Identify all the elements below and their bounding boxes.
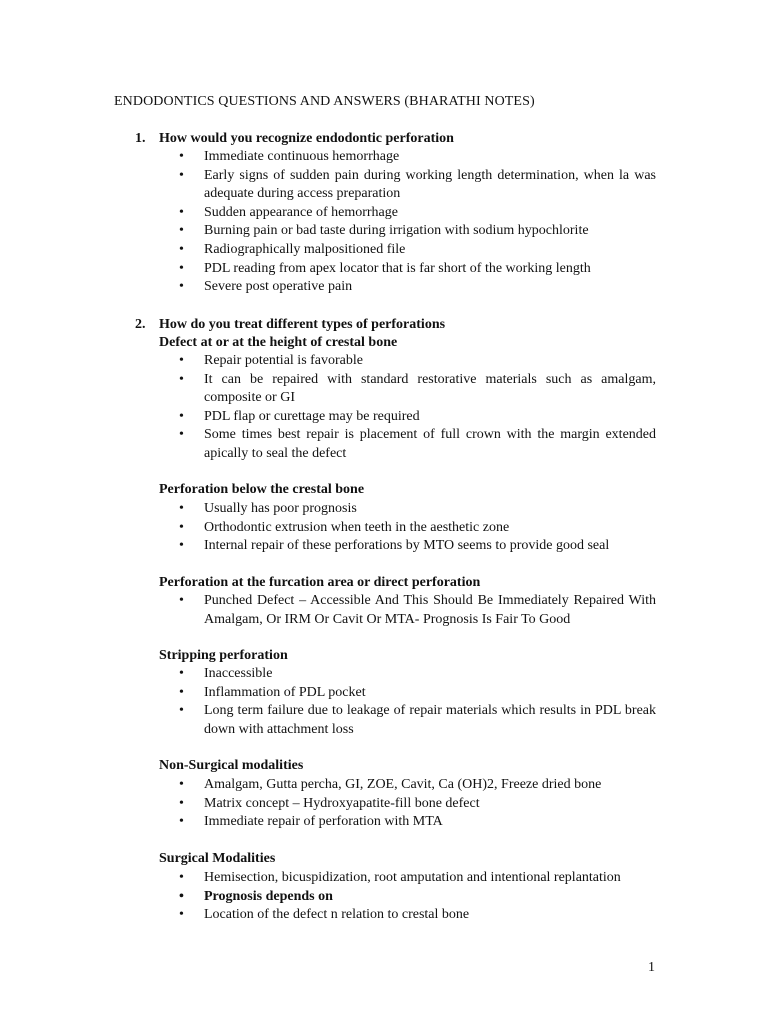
list-item: • Long term failure due to leakage of repair materials which results in PDL break down with attachment loss: [178, 702, 656, 739]
section-list-below-crestal: [178, 500, 656, 556]
question-number: 1.: [135, 131, 146, 146]
question-2-heading: [135, 317, 445, 333]
question-text: How do you treat different types of perforations: [159, 317, 446, 332]
list-item: • Inflammation of PDL pocket: [178, 684, 656, 703]
section-list-surgical: [178, 869, 656, 925]
list-item: • Amalgam, Gutta percha, GI, ZOE, Cavit, Ca (OH)2, Freeze dried bone: [178, 776, 656, 795]
list-item: • Sudden appearance of hemorrhage: [178, 204, 656, 223]
list-item: • Early signs of sudden pain during working length determination, when la was adequate during access preparation: [178, 167, 656, 204]
section-heading-crestal-defect: Defect at or at the height of crestal bone: [159, 335, 398, 350]
list-item: • Severe post operative pain: [178, 278, 656, 297]
question-1-list: [178, 148, 656, 297]
section-list-stripping: [178, 665, 656, 739]
list-item: • PDL reading from apex locator that is far short of the working length: [178, 260, 656, 279]
list-item: • Some times best repair is placement of full crown with the margin extended apically to seal the defect: [178, 426, 656, 463]
page-number: 1: [648, 960, 655, 975]
list-item: • PDL flap or curettage may be required: [178, 408, 656, 427]
list-item: • Usually has poor prognosis: [178, 500, 656, 519]
list-item: • Internal repair of these perforations by MTO seems to provide good seal: [178, 537, 656, 556]
section-heading-non-surgical: Non-Surgical modalities: [159, 758, 304, 773]
section-heading-stripping: Stripping perforation: [159, 648, 288, 663]
list-item: • Location of the defect n relation to crestal bone: [178, 906, 656, 925]
section-list-furcation: [178, 592, 656, 629]
question-1-heading: [135, 131, 454, 147]
section-heading-furcation: Perforation at the furcation area or direct perforation: [159, 575, 481, 590]
list-item: • Punched Defect – Accessible And This Should Be Immediately Repaired With Amalgam, Or IRM Or Cavit Or MTA- Prognosis Is Fair To Good: [178, 592, 656, 629]
section-list-non-surgical: [178, 776, 656, 832]
list-item: • Immediate repair of perforation with MTA: [178, 813, 656, 832]
list-item: • Radiographically malpositioned file: [178, 241, 656, 260]
list-item: • Orthodontic extrusion when teeth in the aesthetic zone: [178, 519, 656, 538]
document-title: ENDODONTICS QUESTIONS AND ANSWERS (BHARATHI NOTES): [114, 94, 535, 109]
list-item: • Repair potential is favorable: [178, 352, 656, 371]
list-item: • Hemisection, bicuspidization, root amputation and intentional replantation: [178, 869, 656, 888]
list-item: • Inaccessible: [178, 665, 656, 684]
section-heading-surgical: Surgical Modalities: [159, 851, 276, 866]
list-item: • Immediate continuous hemorrhage: [178, 148, 656, 167]
list-item: • Prognosis depends on: [178, 888, 656, 907]
section-list-crestal-defect: [178, 352, 656, 464]
section-heading-below-crestal: Perforation below the crestal bone: [159, 482, 365, 497]
list-item: • It can be repaired with standard restorative materials such as amalgam, composite or GI: [178, 371, 656, 408]
list-item: • Burning pain or bad taste during irrigation with sodium hypochlorite: [178, 222, 656, 241]
list-item: • Matrix concept – Hydroxyapatite-fill bone defect: [178, 795, 656, 814]
question-number: 2.: [135, 317, 146, 332]
question-text: How would you recognize endodontic perforation: [159, 131, 454, 146]
